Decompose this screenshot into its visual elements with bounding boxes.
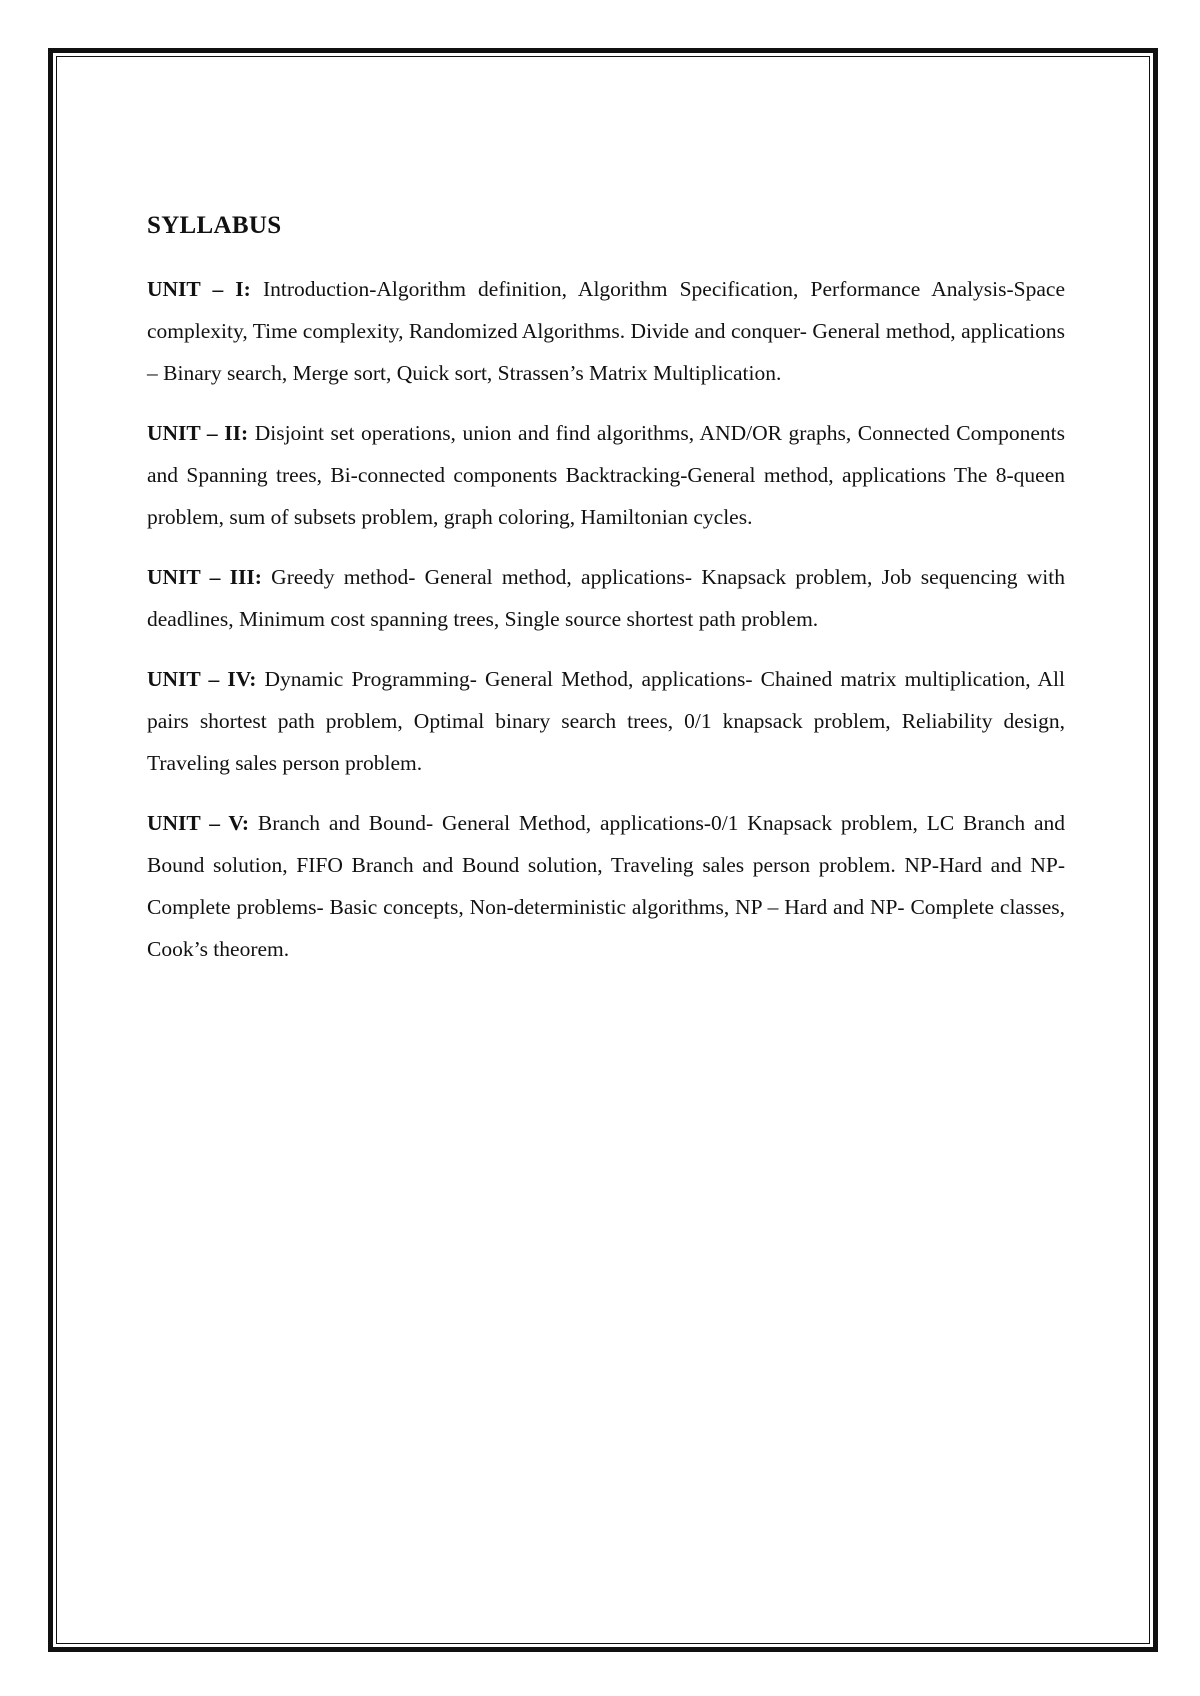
- unit-5-label: UNIT – V:: [147, 811, 250, 835]
- syllabus-content: [147, 212, 1065, 988]
- unit-2-text: Disjoint set operations, union and find algorithms, AND/OR graphs, Connected Components and Spanning trees, Bi-connected components Backtracking-General method, applications The 8-queen problem, sum of subsets problem, graph coloring, Hamiltonian cycles.: [147, 421, 1065, 529]
- unit-4-label: UNIT – IV:: [147, 667, 257, 691]
- unit-3-paragraph: [147, 556, 1065, 640]
- unit-4-paragraph: [147, 658, 1065, 784]
- unit-4-text: Dynamic Programming- General Method, applications- Chained matrix multiplication, All pairs shortest path problem, Optimal binary search trees, 0/1 knapsack problem, Reliability design, Traveling sales person problem.: [147, 667, 1066, 775]
- unit-2-label: UNIT – II:: [147, 421, 249, 445]
- unit-2-paragraph: [147, 412, 1065, 538]
- unit-1-text: Introduction-Algorithm definition, Algorithm Specification, Performance Analysis-Space complexity, Time complexity, Randomized Algorithms. Divide and conquer- General method, applications – Binary search, Merge sort, Quick sort, Strassen’s Matrix Multiplication.: [147, 277, 1065, 385]
- unit-3-text: Greedy method- General method, applications- Knapsack problem, Job sequencing with deadlines, Minimum cost spanning trees, Single source shortest path problem.: [147, 565, 1065, 631]
- page-title: SYLLABUS: [147, 212, 282, 239]
- unit-1-paragraph: [147, 268, 1065, 394]
- unit-1-label: UNIT – I:: [147, 277, 251, 301]
- unit-5-paragraph: [147, 802, 1065, 970]
- unit-3-label: UNIT – III:: [147, 565, 262, 589]
- unit-5-text: Branch and Bound- General Method, applications-0/1 Knapsack problem, LC Branch and Bound solution, FIFO Branch and Bound solution, Traveling sales person problem. NP-Hard and NP-Complete problems- Basic concepts, Non-deterministic algorithms, NP – Hard and NP- Complete classes, Cook’s theorem.: [147, 811, 1065, 961]
